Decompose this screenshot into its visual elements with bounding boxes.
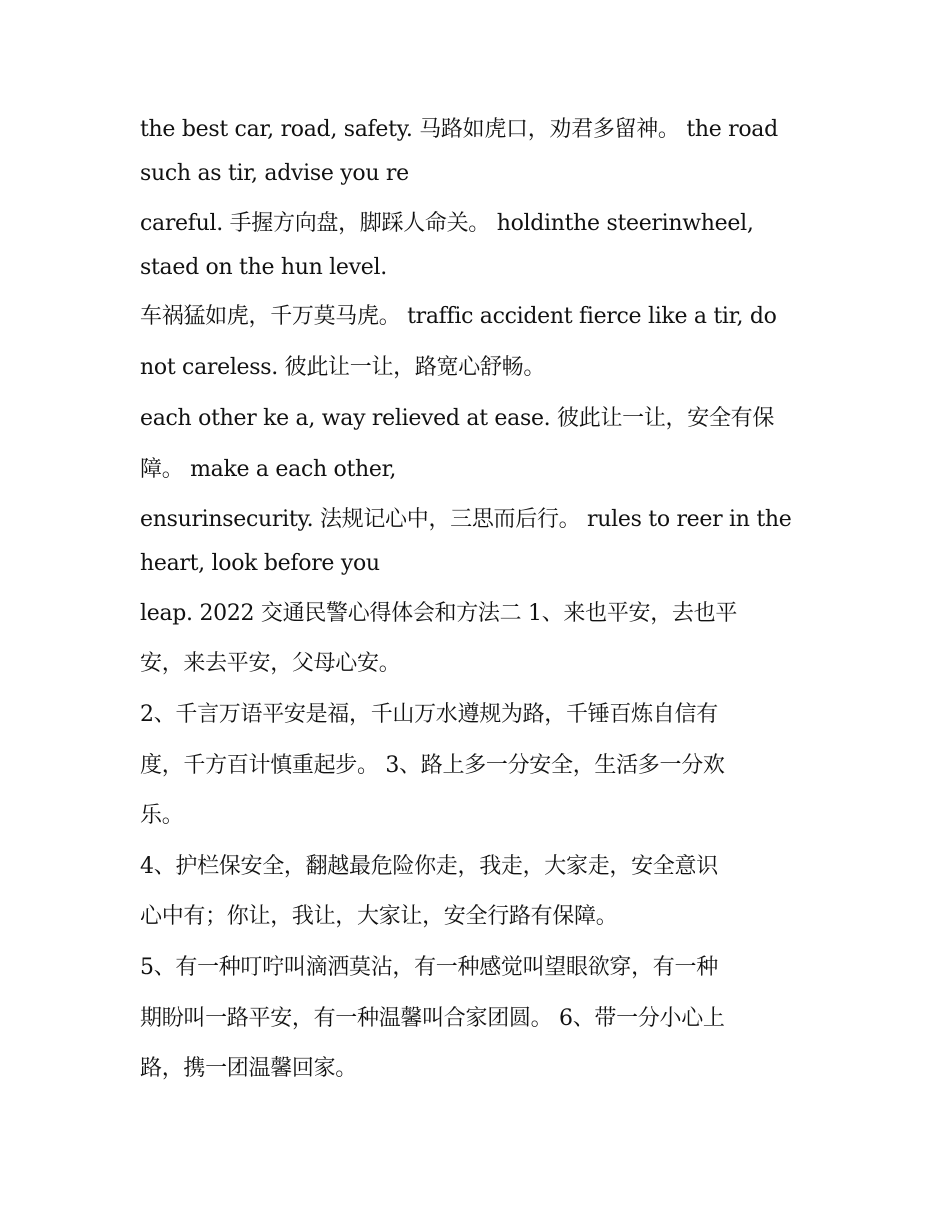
text-line: 乐。 (140, 803, 184, 828)
text-line: 路，携一团温馨回家。 (140, 1056, 358, 1081)
text-line: ensurinsecurity. 法规记心中，三思而后行。 rules to reer in the (140, 507, 792, 532)
text-line: 车祸猛如虎，千万莫马虎。 traffic accident fierce like a tir, do (140, 304, 777, 329)
text-line: 障。 make a each other, (140, 457, 397, 482)
text-line: 期盼叫一路平安，有一种温馨叫合家团圆。 6、带一分小心上 (140, 1006, 725, 1031)
text-line: such as tir, advise you re (140, 161, 409, 186)
text-line: 5、有一种叮咛叫滴洒莫沾，有一种感觉叫望眼欲穿，有一种 (140, 955, 718, 980)
text-line: 2、千言万语平安是福，千山万水遵规为路，千锤百炼自信有 (140, 702, 718, 727)
text-line: careful. 手握方向盘，脚踩人命关。 holdinthe steerinwheel, (140, 211, 754, 236)
text-line: 安，来去平安，父母心安。 (140, 651, 401, 676)
text-line: not careless. 彼此让一让，路宽心舒畅。 (140, 355, 546, 380)
text-line: leap. 2022 交通民警心得体会和方法二 1、来也平安，去也平 (140, 601, 738, 626)
text-line: each other ke a, way relieved at ease. 彼此让一让，安全有保 (140, 406, 775, 431)
text-line: the best car, road, safety. 马路如虎口，劝君多留神。 the road (140, 117, 778, 142)
text-line: heart, look before you (140, 551, 380, 576)
text-line: staed on the hun level. (140, 255, 387, 280)
text-line: 4、护栏保安全，翻越最危险你走，我走，大家走，安全意识 (140, 854, 718, 879)
text-line: 度，千方百计慎重起步。 3、路上多一分安全，生活多一分欢 (140, 753, 725, 778)
text-line: 心中有；你让，我让，大家让，安全行路有保障。 (140, 904, 618, 929)
